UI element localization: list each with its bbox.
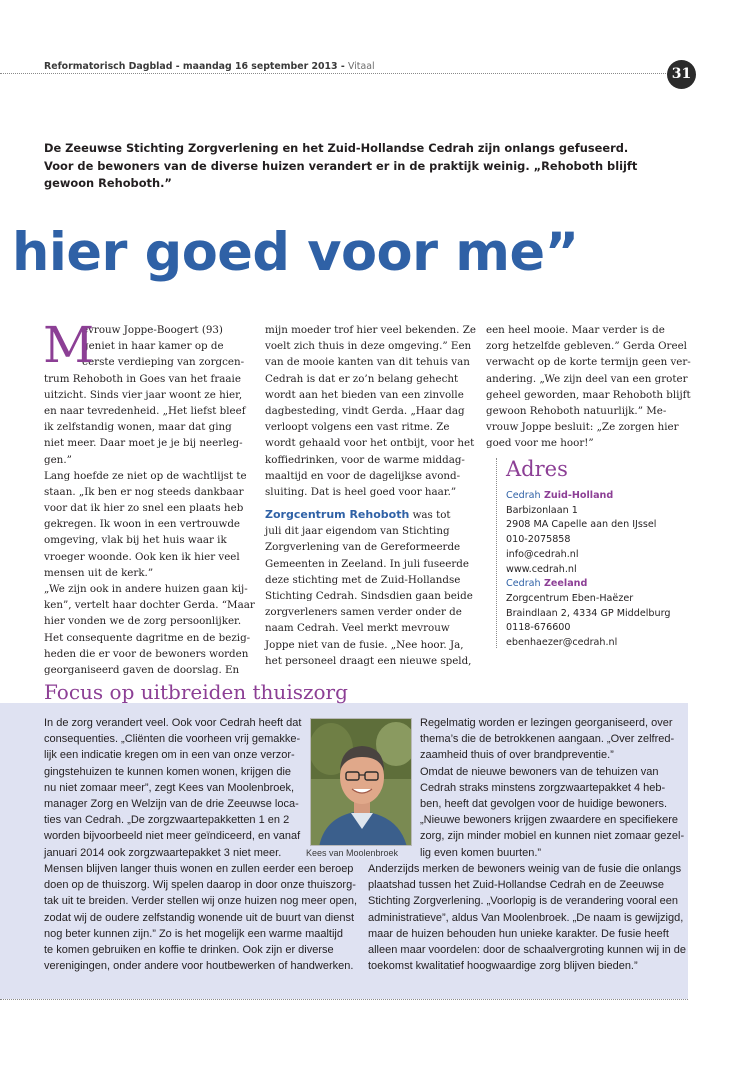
text-line: In de zorg verandert veel. Ook voor Cedrah heeft dat bbox=[44, 717, 302, 729]
text-line: toekomst kwalitatief hoogwaardige zorg blijven bieden.” bbox=[368, 960, 638, 973]
text-line: ik zelfstandig wonen, maar dat ging bbox=[44, 421, 232, 434]
focus-column-a bbox=[44, 715, 301, 861]
box-divider bbox=[0, 999, 688, 1000]
subhead-rest: was tot bbox=[409, 509, 451, 522]
text-line: een heel mooie. Maar verder is de bbox=[486, 324, 665, 336]
headline: hier goed voor me” bbox=[12, 222, 579, 283]
text-line: maaltijd en voor de dagelijkse avond- bbox=[265, 469, 461, 482]
address-line: Braindlaan 2, 4334 GP Middelburg bbox=[506, 607, 671, 619]
text-line: koffiedrinken, voor de warme middag- bbox=[265, 453, 465, 466]
article-column-2 bbox=[265, 322, 477, 669]
text-line: Joppe niet van de fusie. „Nee hoor. Ja, bbox=[265, 638, 464, 651]
text-line: te komen gebruiken en koffie te drinken. Ook zijn er diverse bbox=[44, 943, 334, 956]
article-column-1 bbox=[43, 316, 255, 678]
portrait-illustration bbox=[311, 719, 412, 846]
text-line: worden bijvoorbeeld niet meer geïndiceerd, en vanaf bbox=[44, 830, 301, 843]
adres-title: Adres bbox=[506, 457, 568, 481]
focus-column-d bbox=[368, 861, 686, 974]
page-number: 31 bbox=[667, 60, 696, 89]
text-line: voor dat ik hier zo snel een plaats heb bbox=[44, 502, 244, 515]
text-line: en naar tevredenheid. „Het liefst bleef bbox=[44, 404, 246, 417]
focus-column-c bbox=[420, 715, 684, 861]
text-line: Mensen blijven langer thuis wonen en zullen eerder een beroep bbox=[44, 863, 354, 875]
text-line: januari 2014 ook zorgzwaartepakket 3 niet meer. bbox=[44, 846, 282, 859]
text-line: Anderzijds merken de bewoners weinig van de fusie die onlangs bbox=[368, 863, 682, 875]
text-line: ben, heeft dat gevolgen voor de huidige bewoners. bbox=[420, 797, 668, 810]
adres-box bbox=[506, 456, 696, 651]
email-link[interactable]: ebenhaezer@cedrah.nl bbox=[506, 637, 618, 649]
article-column-3 bbox=[486, 322, 691, 452]
text-line: juli dit jaar eigendom van Stichting bbox=[265, 525, 450, 538]
text-line: „Nieuwe bewoners krijgen zwaardere en specifiekere bbox=[420, 814, 679, 827]
text-line: staan. „Ik ben er nog steeds dankbaar bbox=[44, 485, 244, 498]
text-line: hier vonden we de zorg persoonlijker. bbox=[44, 615, 242, 628]
text-line: Lang hoefde ze niet op de wachtlijst te bbox=[44, 469, 247, 482]
text-line: voelt zich thuis in deze omgeving.” Een bbox=[265, 340, 472, 353]
drop-cap: M bbox=[43, 316, 95, 374]
address-line: Barbizonlaan 1 bbox=[506, 504, 578, 516]
text-line: lig even komen buurten.” bbox=[420, 846, 542, 859]
publication-line: Reformatorisch Dagblad - maandag 16 september 2013 - bbox=[44, 61, 348, 72]
text-line: ties van Cedrah. „De zorgzwaartepakketten 1 en 2 bbox=[44, 814, 290, 827]
text-line: nog beter kunnen zijn.” Zo is het mogelijk een warme maaltijd bbox=[44, 927, 343, 940]
text-line: andering. „We zijn deel van een groter bbox=[486, 372, 688, 385]
photo-caption: Kees van Moolenbroek bbox=[306, 848, 399, 858]
text-line: zorg hetzelfde gebleven.” Gerda Oreel bbox=[486, 340, 687, 353]
text-line: niet meer. Daar moet je je bij neerleg- bbox=[44, 437, 243, 450]
text-line: geniet in haar kamer op de bbox=[82, 340, 224, 353]
text-line: evrouw Joppe-Boogert (93) bbox=[82, 324, 223, 336]
header-divider bbox=[0, 73, 672, 74]
subhead-line bbox=[265, 507, 477, 523]
text-line: Zorgverlening van de Gereformeerde bbox=[265, 541, 461, 554]
org-heading bbox=[506, 577, 696, 592]
article-intro: De Zeeuwse Stichting Zorgverlening en het Zuid-Hollandse Cedrah zijn onlangs gefuseerd. Voor de bewoners van de diverse huizen verandert er in de praktijk weinig. „Rehoboth blijft gewoon Rehoboth.” bbox=[44, 141, 638, 190]
email-link[interactable]: info@cedrah.nl bbox=[506, 548, 579, 560]
text-line: zorgverleners samen verder onder de bbox=[265, 606, 462, 619]
text-line: gewoon Rehoboth natuurlijk.” Me- bbox=[486, 404, 667, 417]
text-line: wordt aan het bieden van een zinvolle bbox=[265, 388, 464, 401]
org-heading bbox=[506, 489, 696, 504]
text-line: mijn moeder trof hier veel bekenden. Ze bbox=[265, 324, 476, 336]
text-line: Stichting Zorgverlening. „Voorlopig is de verandering vooral een bbox=[368, 895, 679, 908]
text-line: administratieve”, aldus Van Moolenbroek. „De naam is gewijzigd, bbox=[368, 911, 684, 924]
text-line: geheel geworden, maar Rehoboth blijft bbox=[486, 388, 691, 401]
text-line: zodat wij de oudere zelfstandig wonende uit de buurt van dienst bbox=[44, 911, 355, 924]
text-line: verenigingen, onder andere voor houtbewerken of handwerken. bbox=[44, 960, 354, 973]
text-line: goed voor me hoor!” bbox=[486, 437, 594, 450]
text-line: wordt gehaald voor het ontbijt, voor het bbox=[265, 437, 475, 450]
text-line: lijk een indicatie kregen om in een van onze verzor- bbox=[44, 749, 295, 762]
text-line: sluiting. Dat is heel goed voor haar.” bbox=[265, 485, 457, 498]
text-line: vrouw Joppe besluit: „Ze zorgen hier bbox=[486, 421, 679, 434]
address-line: 2908 MA Capelle aan den IJssel bbox=[506, 519, 657, 531]
text-line: zaamheid thuis of over brandpreventie.” bbox=[420, 749, 614, 762]
text-line: eerste verdieping van zorgcen- bbox=[82, 356, 245, 369]
focus-column-b bbox=[44, 861, 357, 974]
text-line: ken”, vertelt haar dochter Gerda. “Maar bbox=[44, 599, 255, 612]
text-line: deze stichting met de Zuid-Hollandse bbox=[265, 573, 461, 586]
text-line: plaatshad tussen het Zuid-Hollandse Cedrah en de Zeeuwse bbox=[368, 879, 664, 892]
focus-title: Focus op uitbreiden thuiszorg bbox=[44, 680, 348, 704]
text-line: gen.” bbox=[44, 453, 72, 466]
text-line: dagbesteding, vindt Gerda. „Haar dag bbox=[265, 404, 465, 417]
portrait-photo bbox=[310, 718, 412, 846]
text-line: naam Cedrah. Veel merkt mevrouw bbox=[265, 622, 450, 635]
org-region: Zeeland bbox=[540, 578, 588, 590]
text-line: het personeel draagt een nieuwe speld, bbox=[265, 654, 472, 667]
text-line: gingstehuizen te kunnen komen wonen, krijgen die bbox=[44, 765, 292, 778]
text-line: van de mooie kanten van dit tehuis van bbox=[265, 356, 470, 369]
text-line: vroeger woonde. Ook ken ik hier veel bbox=[44, 550, 240, 563]
text-line: georganiseerd gaven de doorslag. En bbox=[44, 663, 240, 676]
text-line: „We zijn ook in andere huizen gaan kij- bbox=[44, 583, 248, 595]
text-line: Gemeenten in Zeeland. In juli fuseerde bbox=[265, 557, 469, 570]
text-line: Cedrah is dat er zo’n belang gehecht bbox=[265, 372, 459, 385]
text-line: Cedrah straks minstens zorgzwaartepakket 4 heb- bbox=[420, 781, 666, 794]
org-name: Cedrah bbox=[506, 490, 541, 501]
org-region: Zuid-Holland bbox=[540, 490, 614, 501]
adres-divider bbox=[496, 458, 497, 648]
text-line: uitzicht. Sinds vier jaar woont ze hier, bbox=[44, 388, 243, 401]
text-line: alleen maar voordelen: door de schaalvergroting kunnen wij in de bbox=[368, 943, 686, 956]
text-line: consequenties. „Cliënten die voorheen vrij gemakke- bbox=[44, 733, 301, 746]
text-line: nu niet zomaar meer”, zegt Kees van Moolenbroek, bbox=[44, 781, 295, 794]
text-line: maar de huizen behouden hun unieke karakter. De fusie heeft bbox=[368, 927, 669, 940]
page-header bbox=[44, 61, 375, 72]
text-line: verloopt volgens een vast ritme. Ze bbox=[265, 421, 450, 434]
text-line: verwacht op de korte termijn geen ver- bbox=[486, 356, 691, 369]
text-line: thema’s die de betrokkenen aangaan. „Over zelfred- bbox=[420, 733, 675, 746]
text-line: trum Rehoboth in Goes van het fraaie bbox=[44, 372, 241, 385]
text-line: omgeving, vlak bij het huis waar ik bbox=[44, 534, 227, 547]
text-line: mensen uit de kerk.” bbox=[44, 566, 154, 579]
website-link[interactable]: www.cedrah.nl bbox=[506, 563, 577, 575]
text-line: heden die er voor de bewoners worden bbox=[44, 647, 249, 660]
org-name: Cedrah bbox=[506, 578, 541, 590]
address-line: Zorgcentrum Eben-Haëzer bbox=[506, 592, 634, 604]
text-line: Omdat de nieuwe bewoners van de tehuizen van bbox=[420, 765, 659, 778]
subhead: Zorgcentrum Rehoboth bbox=[265, 508, 410, 522]
text-line: manager Zorg en Welzijn van de drie Zeeuwse loca- bbox=[44, 797, 299, 810]
text-line: Het consequente dagritme en de bezig- bbox=[44, 631, 251, 644]
phone-number: 0118-676600 bbox=[506, 622, 571, 634]
text-line: tak uit te breiden. Verder stellen wij onze huizen nog meer open, bbox=[44, 895, 358, 908]
section-name: Vitaal bbox=[348, 61, 375, 72]
text-line: gekregen. Ik woon in een vertrouwde bbox=[44, 518, 241, 531]
text-line: doen op de thuiszorg. Wij spelen daarop in door onze thuiszorg- bbox=[44, 879, 356, 892]
text-line: Regelmatig worden er lezingen georganiseerd, over bbox=[420, 717, 673, 729]
text-line: Stichting Cedrah. Sindsdien gaan beide bbox=[265, 590, 473, 602]
text-line: zorg, zijn minder mobiel en kunnen niet zomaar gezel- bbox=[420, 830, 685, 843]
phone-number: 010-2075858 bbox=[506, 534, 571, 546]
